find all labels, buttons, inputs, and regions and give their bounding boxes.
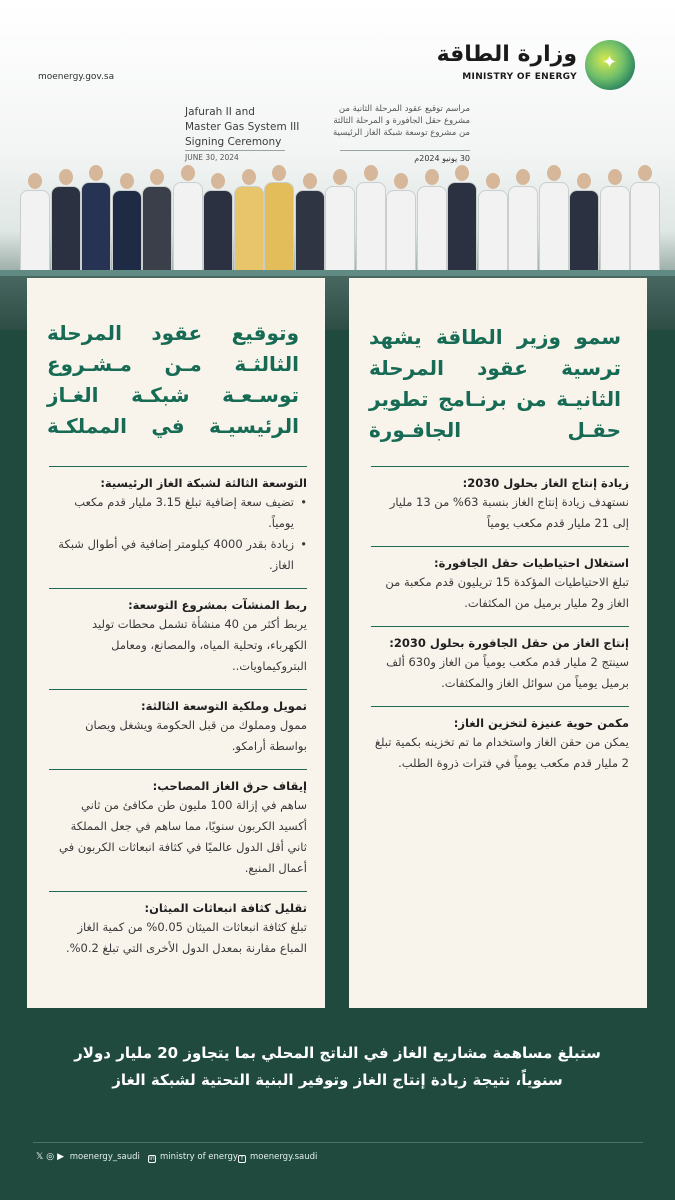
person-body xyxy=(51,186,81,278)
card-title: سمو وزير الطاقة يشهد ترسية عقود المرحلة الثانيـة من برنـامج تطوير حقـل الجافـورة xyxy=(369,325,621,442)
person-head xyxy=(120,173,134,189)
person-figure xyxy=(386,173,416,278)
person-head xyxy=(28,173,42,189)
person-head xyxy=(394,173,408,189)
section-body: تبلغ الاحتياطيات المؤكدة 15 تريليون قدم مكعبة من الغاز و2 مليار برميل من المكثفات. xyxy=(385,575,629,610)
section-heading: مكمن حوية عنيزة لتخزين الغاز: xyxy=(453,716,629,730)
person-figure xyxy=(539,165,569,278)
person-figure xyxy=(600,169,630,278)
person-body xyxy=(142,186,172,278)
person-figure xyxy=(417,169,447,278)
section-list xyxy=(371,466,629,786)
person-figure xyxy=(234,169,264,278)
section xyxy=(371,626,629,706)
card-master-gas-system xyxy=(27,278,325,1008)
person-figure xyxy=(630,165,660,278)
person-figure xyxy=(51,169,81,278)
stage-lights xyxy=(0,270,675,276)
section-heading: تقليل كثافة انبعاثات الميثان: xyxy=(144,901,307,915)
section-body: ساهم في إزالة 100 مليون طن مكافئ من ثاني أكسيد الكربون سنويًا، مما ساهم في جعل المملكة ثاني أقل الدول عالميًا في كثافة انبعاثات الكربون في أعمال المنبع. xyxy=(59,798,307,875)
section-heading: زيادة إنتاج الغاز بحلول 2030: xyxy=(462,476,629,490)
social-handle: ministry of energy xyxy=(160,1152,238,1162)
ministry-emblem-icon: ✦ xyxy=(585,40,635,90)
instagram-icon: ◎ xyxy=(46,1152,55,1162)
person-figure xyxy=(173,165,203,278)
person-head xyxy=(333,169,347,185)
person-body xyxy=(569,190,599,278)
social-group-1[interactable] xyxy=(36,1152,140,1162)
person-figure xyxy=(569,173,599,278)
section-body: يمكن من حقن الغاز واستخدام ما تم تخزينه بكمية تبلغ 2 مليار قدم مكعب يومياً في فترات ذروة الطلب. xyxy=(374,735,629,770)
person-body xyxy=(356,182,386,278)
card-jafurah xyxy=(349,278,647,1008)
person-head xyxy=(455,165,469,181)
person-body xyxy=(508,186,538,278)
facebook-icon: f xyxy=(238,1155,246,1163)
person-body xyxy=(81,182,111,278)
person-head xyxy=(242,169,256,185)
person-body xyxy=(203,190,233,278)
person-body xyxy=(630,182,660,278)
person-body xyxy=(539,182,569,278)
person-figure xyxy=(508,169,538,278)
ceremony-title-en-line1: Jafurah II and xyxy=(185,106,255,118)
person-head xyxy=(181,165,195,181)
person-figure xyxy=(112,173,142,278)
person-head xyxy=(425,169,439,185)
bullet-item: • تضيف سعة إضافية تبلغ 3.15 مليار قدم مكعب يومياً. xyxy=(49,492,307,534)
section-heading: تمويل وملكية التوسعة الثالثة: xyxy=(141,699,307,713)
bottom-band xyxy=(0,1008,675,1200)
social-group-3[interactable] xyxy=(238,1152,317,1163)
section-body: سينتج 2 مليار قدم مكعب يومياً من الغاز و630 ألف برميل يومياً من سوائل الغاز والمكثفات. xyxy=(386,655,629,690)
ministry-logo xyxy=(405,40,635,90)
person-head xyxy=(608,169,622,185)
section xyxy=(49,689,307,769)
person-body xyxy=(386,190,416,278)
section xyxy=(371,546,629,626)
person-head xyxy=(486,173,500,189)
social-handle: moenergy_saudi xyxy=(69,1152,140,1162)
ceremony-title-en xyxy=(185,105,305,150)
divider xyxy=(185,150,285,151)
section-heading: إيقاف حرق الغاز المصاحب: xyxy=(152,779,307,793)
x-icon: 𝕏 xyxy=(36,1152,44,1162)
person-figure xyxy=(142,169,172,278)
summary-statement xyxy=(40,1040,635,1094)
person-body xyxy=(600,186,630,278)
section-heading: التوسعة الثالثة لشبكة الغاز الرئيسية: xyxy=(100,476,307,490)
section-body: تبلغ كثافة انبعاثات الميثان 0.05% من كمية الغاز المباع مقارنة بمعدل الدول الأخرى التي تبلغ 0.2%. xyxy=(65,920,307,955)
person-head xyxy=(150,169,164,185)
ceremony-date-en: JUNE 30, 2024 xyxy=(185,153,239,162)
ceremony-title-en-line2: Master Gas System III xyxy=(185,121,300,133)
person-figure xyxy=(20,173,50,278)
section xyxy=(371,706,629,786)
ceremony-date-ar: 30 يونيو 2024م xyxy=(414,154,470,163)
person-body xyxy=(295,190,325,278)
person-body xyxy=(264,182,294,278)
person-head xyxy=(577,173,591,189)
section xyxy=(371,466,629,546)
person-figure xyxy=(478,173,508,278)
social-handle: moenergy.saudi xyxy=(250,1152,318,1162)
person-head xyxy=(547,165,561,181)
person-figure xyxy=(295,173,325,278)
youtube-icon: ▶ xyxy=(57,1152,65,1162)
section-body: ممول ومملوك من قبل الحكومة ويشغل ويصان بواسطة أرامكو. xyxy=(85,718,307,753)
person-body xyxy=(112,190,142,278)
person-head xyxy=(272,165,286,181)
person-figure xyxy=(81,165,111,278)
person-body xyxy=(447,182,477,278)
person-figure xyxy=(447,165,477,278)
person-head xyxy=(516,169,530,185)
person-head xyxy=(364,165,378,181)
section xyxy=(49,466,307,588)
person-figure xyxy=(264,165,294,278)
section-body: نستهدف زيادة إنتاج الغاز بنسبة 63% من 13 مليار إلى 21 مليار قدم مكعب يومياً xyxy=(389,495,629,530)
person-body xyxy=(20,190,50,278)
section-body: يربط أكثر من 40 منشأة تشمل محطات توليد الكهرباء، وتحلية المياه، والمصانع، ومعامل البتروكيماويات.. xyxy=(91,617,307,673)
section-heading: إنتاج الغاز من حقل الجافورة بحلول 2030: xyxy=(389,636,629,650)
person-head xyxy=(89,165,103,181)
person-head xyxy=(638,165,652,181)
card-title: وتوقيع عقود المرحلة الثالثـة مـن مـشـروع توسـعـة شبكـة الغـاز الرئيسيـة في المملكـة xyxy=(47,321,299,438)
ceremony-title-ar: مراسم توقيع عقود المرحلة الثانية من مشروع حقل الجافورة و المرحلة الثالثة من مشروع توسعة شبكة الغاز الرئيسية xyxy=(332,104,470,138)
person-body xyxy=(417,186,447,278)
social-group-2[interactable] xyxy=(148,1152,238,1163)
ministry-name-ar: وزارة الطاقة xyxy=(436,42,577,67)
person-head xyxy=(59,169,73,185)
person-head xyxy=(303,173,317,189)
bullet-item: • زيادة بقدر 4000 كيلومتر إضافية في أطوال شبكة الغاز. xyxy=(49,534,307,576)
summary-line: سنوياً، نتيجة زيادة إنتاج الغاز وتوفير البنية التحتية لشبكة الغاز xyxy=(112,1071,563,1089)
section-list xyxy=(49,466,307,971)
person-body xyxy=(234,186,264,278)
website-url[interactable]: moenergy.gov.sa xyxy=(38,72,115,82)
ceremony-title-en-line3: Signing Ceremony xyxy=(185,136,282,148)
person-body xyxy=(325,186,355,278)
summary-line: ستبلغ مساهمة مشاريع الغاز في الناتج المحلي بما يتجاوز 20 مليار دولار xyxy=(74,1044,601,1062)
person-figure xyxy=(325,169,355,278)
person-body xyxy=(173,182,203,278)
bullet-list xyxy=(49,492,307,576)
person-figure xyxy=(356,165,386,278)
divider xyxy=(340,150,470,151)
section xyxy=(49,891,307,971)
section-heading: استغلال احتياطيات حقل الجافورة: xyxy=(434,556,629,570)
person-body xyxy=(478,190,508,278)
ministry-name-en: MINISTRY OF ENERGY xyxy=(462,72,577,82)
group-photo xyxy=(20,160,670,278)
divider xyxy=(33,1142,643,1143)
linkedin-icon: in xyxy=(149,1155,155,1162)
person-head xyxy=(211,173,225,189)
section xyxy=(49,588,307,689)
person-figure xyxy=(203,173,233,278)
section xyxy=(49,769,307,891)
section-heading: ربط المنشآت بمشروع التوسعة: xyxy=(128,598,307,612)
